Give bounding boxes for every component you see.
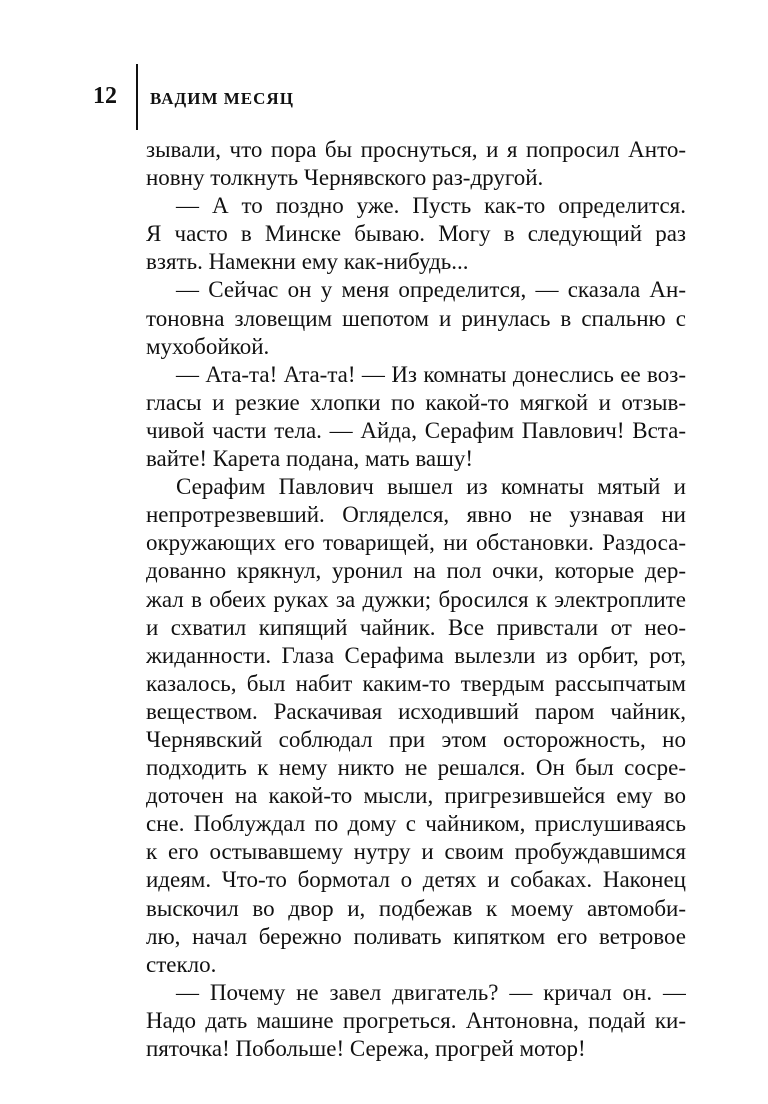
text-line: Чернявский соблюдал при этом осторожность, но [146,726,686,752]
text-line: — Почему не завел двигатель? — кричал он. — [176,979,686,1005]
text-line: — Сейчас он у меня определится, — сказала Ан- [176,277,686,303]
text-line: сне. Поблуждал по дому с чайником, прислушиваясь [146,811,686,837]
text-line: идеям. Что-то бормотал о детях и собаках. Наконец [146,867,686,893]
text-line: новну толкнуть Чернявского раз-другой. [146,165,544,191]
text-line: — А то поздно уже. Пусть как-то определится. [176,193,686,219]
text-line: пяточка! Побольше! Сережа, прогрей мотор! [146,1036,586,1061]
text-line: подходить к нему никто не решался. Он был сосре- [146,755,686,781]
text-line: — Ата-та! Ата-та! — Из комнаты донеслись ее воз- [176,361,686,387]
text-line: непротрезвевший. Огляделся, явно не узнавая ни [146,502,686,528]
text-line: тоновна зловещим шепотом и ринулась в спальню с [146,305,686,331]
text-line: дованно крякнул, уронил на пол очки, которые дер- [146,558,686,584]
text-line: Я часто в Минске бываю. Могу в следующий раз [146,221,686,247]
text-line: чивой части тела. — Айда, Серафим Павлович! Вста- [146,417,686,443]
text-line: лю, начал бережно поливать кипятком его ветровое [146,923,686,949]
text-line: веществом. Раскачивая исходивший паром чайник, [146,698,686,724]
running-head: ВАДИМ МЕСЯЦ [150,89,294,108]
text-line: взять. Намекни ему как-нибудь... [146,249,469,275]
text-line: окружающих его товарищей, ни обстановки. Раздоса- [146,530,686,556]
page-number: 12 [93,83,117,109]
text-line: Надо дать машине прогреться. Антоновна, подай ки- [146,1007,686,1033]
text-line: гласы и резкие хлопки по какой-то мягкой и отзыв- [146,389,686,415]
text-line: Серафим Павлович вышел из комнаты мятый и [176,474,686,500]
header-divider [136,64,138,130]
text-line: к его остывавшему нутру и своим пробуждавшимся [146,839,686,865]
text-line: и схватил кипящий чайник. Все привстали от нео- [146,614,686,640]
body-text [146,136,686,1063]
text-line: вайте! Карета подана, мать вашу! [146,446,473,472]
text-line: доточен на какой-то мысли, пригрезившейся ему во [146,783,686,809]
text-line: зывали, что пора бы проснуться, и я попросил Анто- [146,137,686,162]
text-line: стекло. [146,951,217,977]
text-line: мухобойкой. [146,333,270,359]
text-line: казалось, был набит каким-то твердым рассыпчатым [146,670,686,696]
text-line: выскочил во двор и, подбежав к моему автомоби- [146,895,686,921]
text-line: жиданности. Глаза Серафима вылезли из орбит, рот, [146,642,686,668]
text-line: жал в обеих руках за дужки; бросился к электроплите [146,586,686,612]
